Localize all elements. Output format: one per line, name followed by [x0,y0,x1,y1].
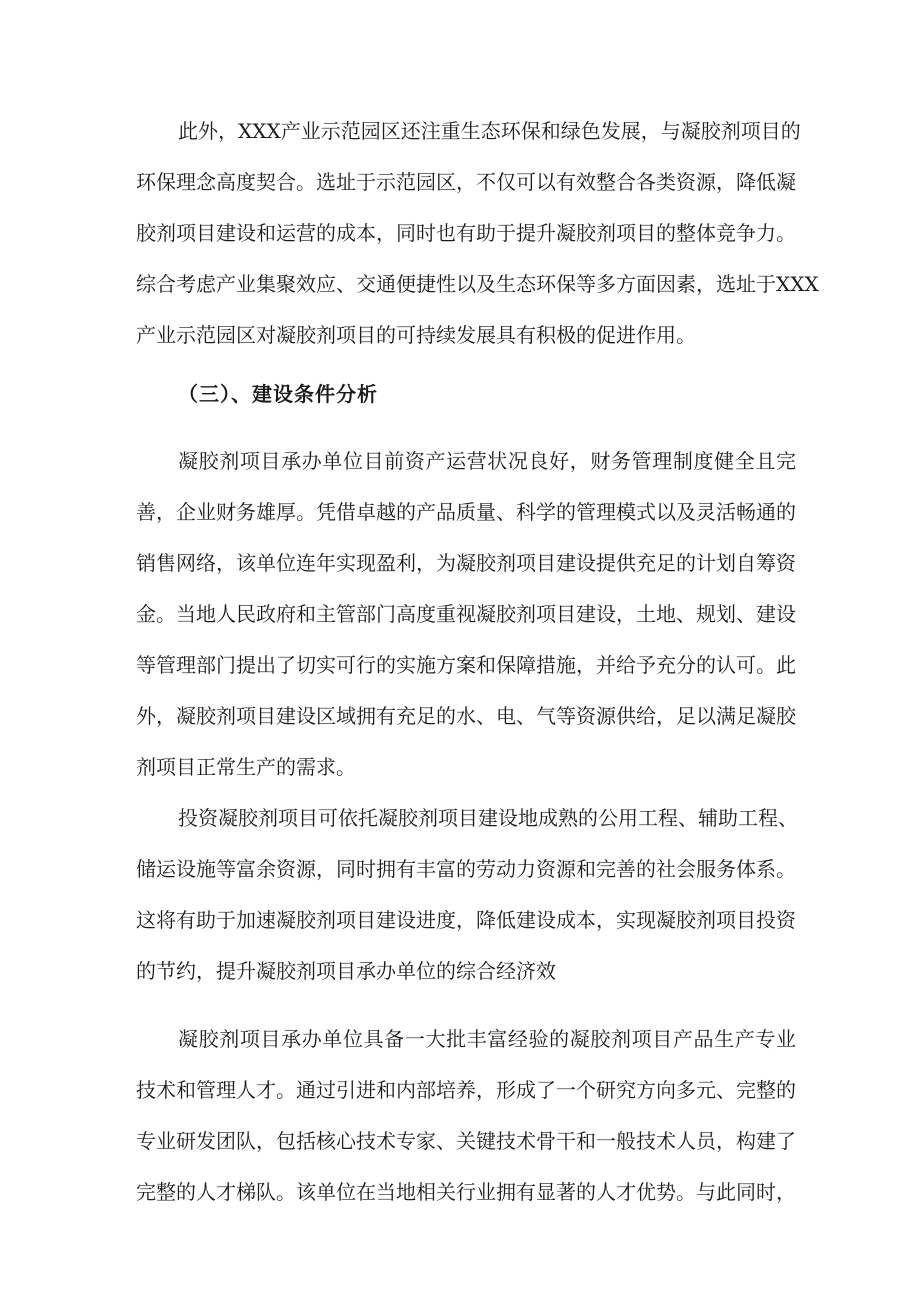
text-line: 外，凝胶剂项目建设区域拥有充足的水、电、气等资源供给，足以满足凝胶 [136,704,796,728]
text-line: 胶剂项目建设和运营的成本，同时也有助于提升凝胶剂项目的整体竞争力。 [136,221,796,245]
text-line: 专业研发团队，包括核心技术专家、关键技术骨干和一般技术人员，构建了 [136,1129,796,1153]
text-line: 这将有助于加速凝胶剂项目建设进度，降低建设成本，实现凝胶剂项目投资 [136,908,796,932]
text-line: 剂项目正常生产的需求。 [136,755,356,779]
text-line: 投资凝胶剂项目可依托凝胶剂项目建设地成熟的公用工程、辅助工程、 [178,806,798,830]
text-line: 此外，XXX产业示范园区还注重生态环保和绿色发展，与凝胶剂项目的 [178,119,801,143]
text-line: 产业示范园区对凝胶剂项目的可持续发展具有积极的促进作用。 [136,323,696,347]
text-line: 的节约，提升凝胶剂项目承办单位的综合经济效 [136,959,556,983]
text-line: 完整的人才梯队。该单位在当地相关行业拥有显著的人才优势。与此同时， [136,1180,796,1204]
text-line: 技术和管理人才。通过引进和内部培养，形成了一个研究方向多元、完整的 [136,1078,796,1102]
text-line: 销售网络，该单位连年实现盈利，为凝胶剂项目建设提供充足的计划自筹资 [136,551,796,575]
text-line: 善，企业财务雄厚。凭借卓越的产品质量、科学的管理模式以及灵活畅通的 [136,500,796,524]
text-line: 环保理念高度契合。选址于示范园区，不仅可以有效整合各类资源，降低凝 [136,170,796,194]
text-line: 等管理部门提出了切实可行的实施方案和保障措施，并给予充分的认可。此 [136,653,796,677]
text-line: 凝胶剂项目承办单位目前资产运营状况良好，财务管理制度健全且完 [178,449,796,473]
text-line: 综合考虑产业集聚效应、交通便捷性以及生态环保等多方面因素，选址于XXX [136,272,819,296]
text-line: 储运设施等富余资源，同时拥有丰富的劳动力资源和完善的社会服务体系。 [136,857,796,881]
text-line: 金。当地人民政府和主管部门高度重视凝胶剂项目建设，土地、规划、建设 [136,602,796,626]
section-heading: （三）、建设条件分析 [178,382,378,406]
text-line: 凝胶剂项目承办单位具备一大批丰富经验的凝胶剂项目产品生产专业 [178,1027,796,1051]
